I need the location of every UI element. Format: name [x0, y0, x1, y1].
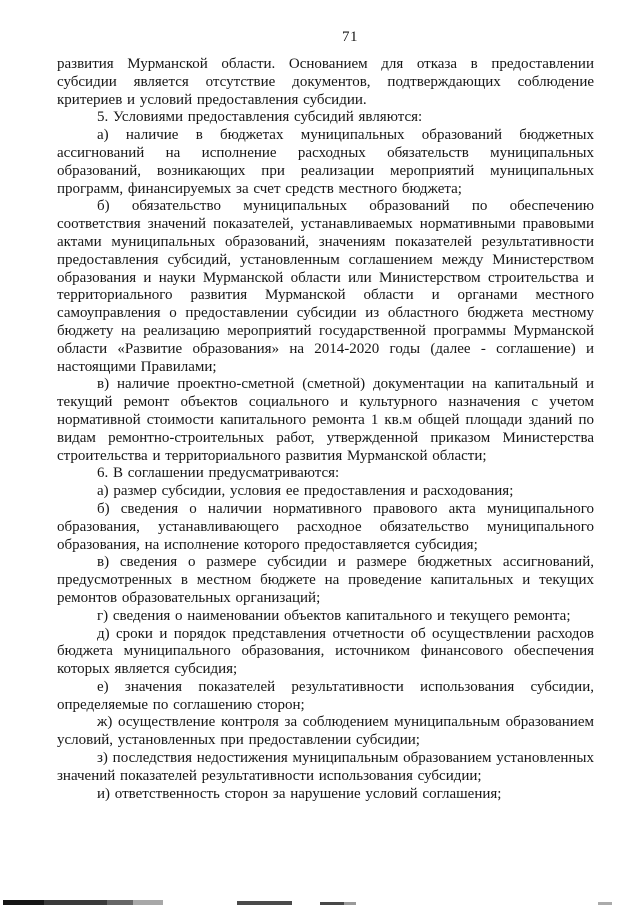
scan-artifact-segment: [237, 901, 292, 905]
paragraph-6z: з) последствия недостижения муниципальным образованием установленных значений показателей результативности использования субсидии;: [57, 750, 594, 784]
paragraph-6v: в) сведения о размере субсидии и размере бюджетных ассигнований, предусмотренных в местном бюджете на проведение капитальных и текущих ремонтов образовательных организаций;: [57, 554, 594, 606]
paragraph-clause-5: 5. Условиями предоставления субсидий являются:: [97, 109, 423, 126]
document-body: [57, 56, 594, 803]
paragraph-6b: б) сведения о наличии нормативного правового акта муниципального образования, устанавливающего расходное обязательство муниципального образования, на исполнение которого предоставляется субсидия;: [57, 500, 594, 553]
scan-artifact-segment: [133, 900, 163, 905]
page-number: 71: [342, 29, 358, 45]
paragraph-6i: и) ответственность сторон за нарушение условий соглашения;: [97, 785, 502, 802]
paragraph-6a: а) размер субсидии, условия ее предоставления и расходования;: [97, 483, 514, 500]
paragraph-6g: г) сведения о наименовании объектов капитального и текущего ремонта;: [97, 607, 571, 624]
paragraph-clause-6: 6. В соглашении предусматриваются:: [97, 465, 340, 482]
paragraph-6e: е) значения показателей результативности использования субсидии, определяемые по соглашению сторон;: [57, 678, 594, 713]
paragraph-6zh: ж) осуществление контроля за соблюдением муниципальным образованием условий, установленных при предоставлении субсидии;: [57, 714, 594, 749]
paragraph-5v: в) наличие проектно-сметной (сметной) документации на капитальный и текущий ремонт объектов социального и культурного назначения с учетом нормативной стоимости капитального ремонта 1 кв.м общей площади зданий по видам ремонтно-строительных работ, утвержденной приказом Министерства строительства и территориального развития Мурманской области;: [57, 376, 594, 464]
paragraph-6d: д) сроки и порядок представления отчетности об осуществлении расходов бюджета муниципального образования, источником финансового обеспечения которых является субсидия;: [57, 625, 594, 678]
scan-artifact-segment: [107, 900, 133, 905]
paragraph-5b: б) обязательство муниципальных образований по обеспечению соответствия значений показателей, устанавливаемых нормативными правовыми актами муниципальных образований, значениям показателей результативности предоставления субсидий, установленным соглашением между Министерством образования и науки Мурманской области или Министерством строительства и территориального развития Мурманской области и органами местного самоуправления о предоставлении субсидии из областного бюджета местному бюджету на реализацию мероприятий государственной программы Мурманской области «Развитие образования» на 2014-2020 годы (далее - соглашение) и настоящими Правилами;: [57, 198, 594, 375]
scan-artifact-segment: [44, 900, 107, 905]
paragraph-5a: а) наличие в бюджетах муниципальных образований бюджетных ассигнований на исполнение расходных обязательств муниципальных образований, возникающих при реализации мероприятий муниципальных программ, финансируемых за счет средств местного бюджета;: [57, 127, 594, 197]
paragraph-continuation: развития Мурманской области. Основанием для отказа в предоставлении субсидии является отсутствие документов, подтверждающих соблюдение критериев и условий предоставления субсидии.: [57, 56, 594, 108]
scan-artifact-segment: [3, 900, 44, 905]
